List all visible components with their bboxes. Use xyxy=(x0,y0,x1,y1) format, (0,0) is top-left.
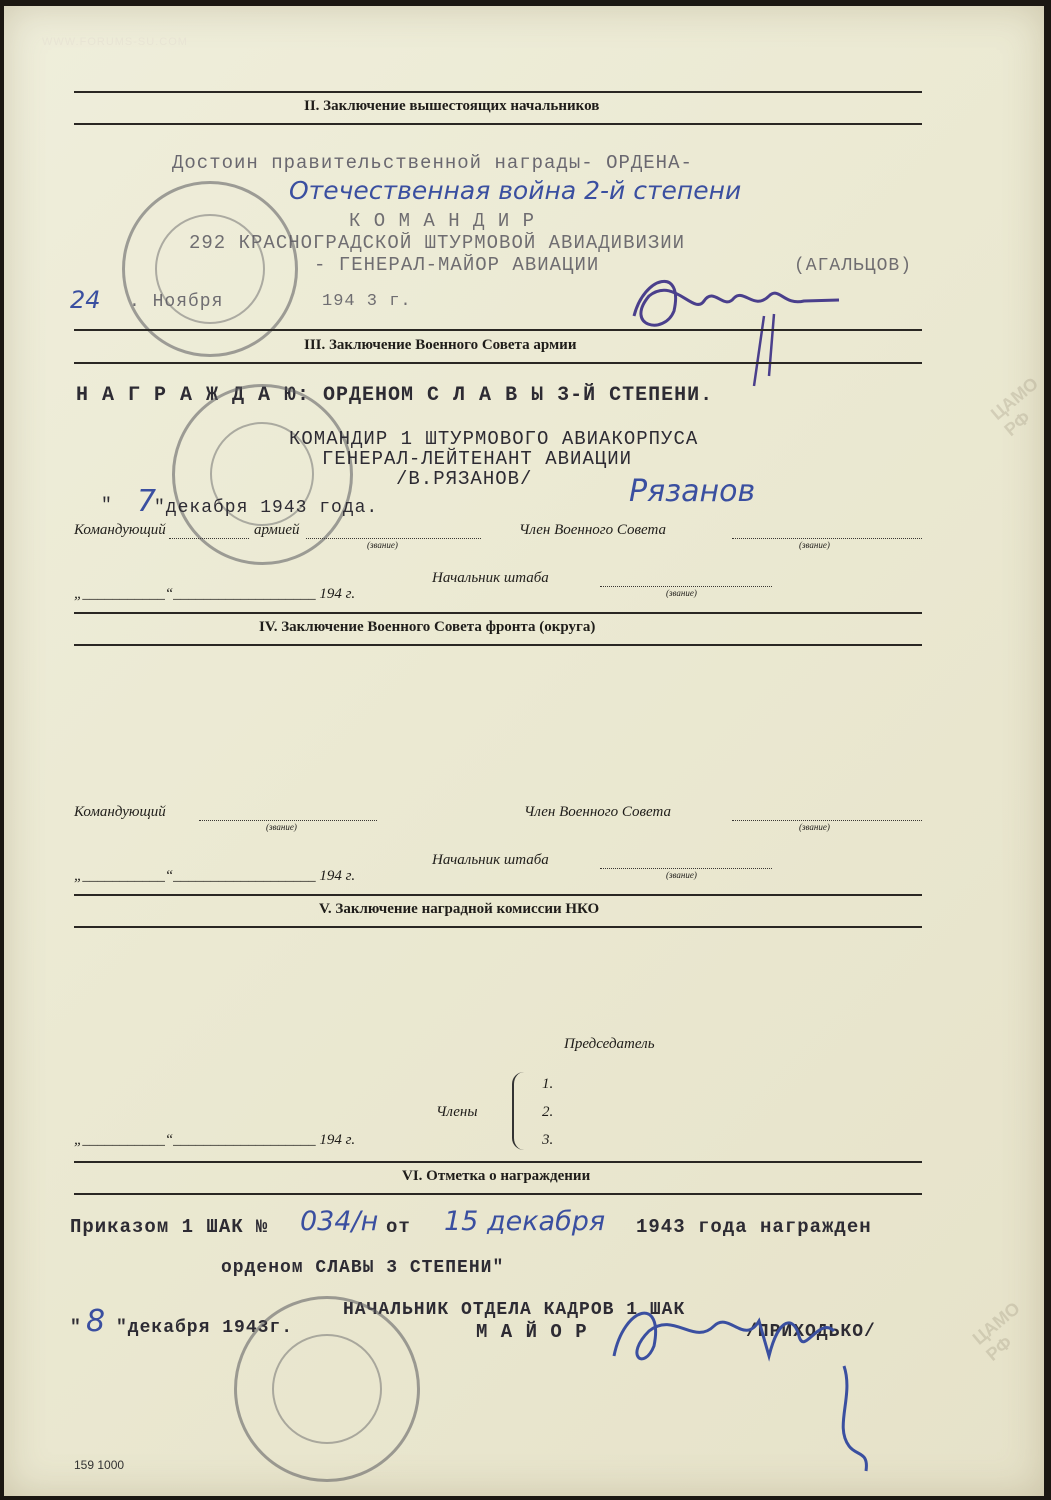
divider xyxy=(74,1161,922,1163)
commander-label: Командующий xyxy=(74,804,166,820)
member-1: 1. xyxy=(542,1076,554,1092)
divider xyxy=(74,644,922,646)
blank-date: „___________“___________________ 194 г. xyxy=(74,868,356,884)
commander-title: К О М А Н Д И Р xyxy=(349,210,536,232)
order-from: от xyxy=(386,1216,411,1238)
site-watermark: WWW.FORUMS-SU.COM xyxy=(42,36,188,48)
award-sheet-page xyxy=(4,6,1044,1496)
rank-caption: (звание) xyxy=(799,540,830,550)
members-label: Члены xyxy=(436,1104,478,1120)
section5-title: V. Заключение наградной комиссии НКО xyxy=(319,901,600,917)
order-date: 15 декабря xyxy=(444,1206,606,1237)
date-month-year: "декабря 1943 года. xyxy=(154,498,379,518)
corps-commander-line: КОМАНДИР 1 ШТУРМОВОГО АВИАКОРПУСА xyxy=(289,428,699,450)
date-year: 194 3 г. xyxy=(322,292,412,311)
chairman-label: Председатель xyxy=(564,1036,655,1052)
division-name: 292 КРАСНОГРАДСКОЙ ШТУРМОВОЙ АВИАДИВИЗИИ xyxy=(189,232,686,254)
member-2: 2. xyxy=(542,1104,554,1120)
divider xyxy=(74,926,922,928)
members-brace xyxy=(512,1072,526,1150)
commander-label: Командующий xyxy=(74,522,166,538)
divider xyxy=(74,91,922,93)
chief-of-staff-label: Начальник штаба xyxy=(432,852,549,868)
commander-signature xyxy=(604,256,844,396)
corps-commander-name: /В.РЯЗАНОВ/ xyxy=(396,468,533,490)
commander-name: (АГАЛЬЦОВ) xyxy=(794,256,913,276)
section4-title: IV. Заключение Военного Совета фронта (округа) xyxy=(259,619,596,635)
archive-watermark: ЦАМО РФ xyxy=(968,1297,1024,1365)
divider xyxy=(74,612,922,614)
section3-title: III. Заключение Военного Совета армии xyxy=(304,337,577,353)
handwritten-award-name: Отечественная война 2-й степени xyxy=(289,176,742,205)
personnel-chief-signature xyxy=(594,1276,894,1486)
award-nomination-line: Достоин правительственной награды- ОРДЕНА- xyxy=(172,152,693,174)
army-label: армией xyxy=(254,522,300,538)
member-3: 3. xyxy=(542,1132,554,1148)
order-number: 034/н xyxy=(300,1206,379,1237)
date-day: 7 xyxy=(137,484,157,519)
order-suffix: 1943 года награжден xyxy=(636,1216,872,1238)
official-seal xyxy=(234,1296,420,1482)
date-month: . Ноября xyxy=(129,292,224,312)
army-award-line: Н А Г Р А Ж Д А Ю: ОРДЕНОМ С Л А В Ы 3-Й СТЕПЕНИ. xyxy=(76,384,714,407)
order-prefix: Приказом 1 ШАК № xyxy=(70,1216,269,1238)
divider xyxy=(74,329,922,331)
personnel-chief-rank: М А Й О Р xyxy=(476,1321,588,1343)
blank-date: „___________“___________________ 194 г. xyxy=(74,1132,356,1148)
corps-commander-signature: Рязанов xyxy=(629,474,756,509)
section2-title: II. Заключение вышестоящих начальников xyxy=(304,98,600,114)
rank-caption: (звание) xyxy=(367,540,398,550)
rank-caption: (звание) xyxy=(666,870,697,880)
date-day: 8 xyxy=(86,1304,106,1339)
date-quote: " xyxy=(101,496,113,516)
council-member-label: Член Военного Совета xyxy=(519,522,666,538)
form-code: 159 1000 xyxy=(74,1458,125,1472)
chief-of-staff-label: Начальник штаба xyxy=(432,570,549,586)
archive-watermark: ЦАМО РФ xyxy=(986,373,1043,441)
rank-caption: (звание) xyxy=(266,822,297,832)
commander-rank: - ГЕНЕРАЛ-МАЙОР АВИАЦИИ xyxy=(314,254,600,276)
date-quote: " xyxy=(70,1318,82,1338)
date-month-year: "декабря 1943г. xyxy=(116,1318,294,1338)
divider xyxy=(74,894,922,896)
council-member-label: Член Военного Совета xyxy=(524,804,671,820)
divider xyxy=(74,123,922,125)
rank-caption: (звание) xyxy=(799,822,830,832)
awarded-order-line: орденом СЛАВЫ 3 СТЕПЕНИ" xyxy=(221,1258,505,1278)
personnel-chief-line: НАЧАЛЬНИК ОТДЕЛА КАДРОВ 1 ШАК xyxy=(343,1300,686,1320)
divider xyxy=(74,1193,922,1195)
corps-commander-rank: ГЕНЕРАЛ-ЛЕЙТЕНАНТ АВИАЦИИ xyxy=(322,448,633,470)
date-day: 24 xyxy=(70,286,101,314)
blank-date: „___________“___________________ 194 г. xyxy=(74,586,356,602)
section6-title: VI. Отметка о награждении xyxy=(402,1168,591,1184)
rank-caption: (звание) xyxy=(666,588,697,598)
personnel-chief-name: /ПРИХОДЬКО/ xyxy=(746,1322,876,1342)
divider xyxy=(74,362,922,364)
